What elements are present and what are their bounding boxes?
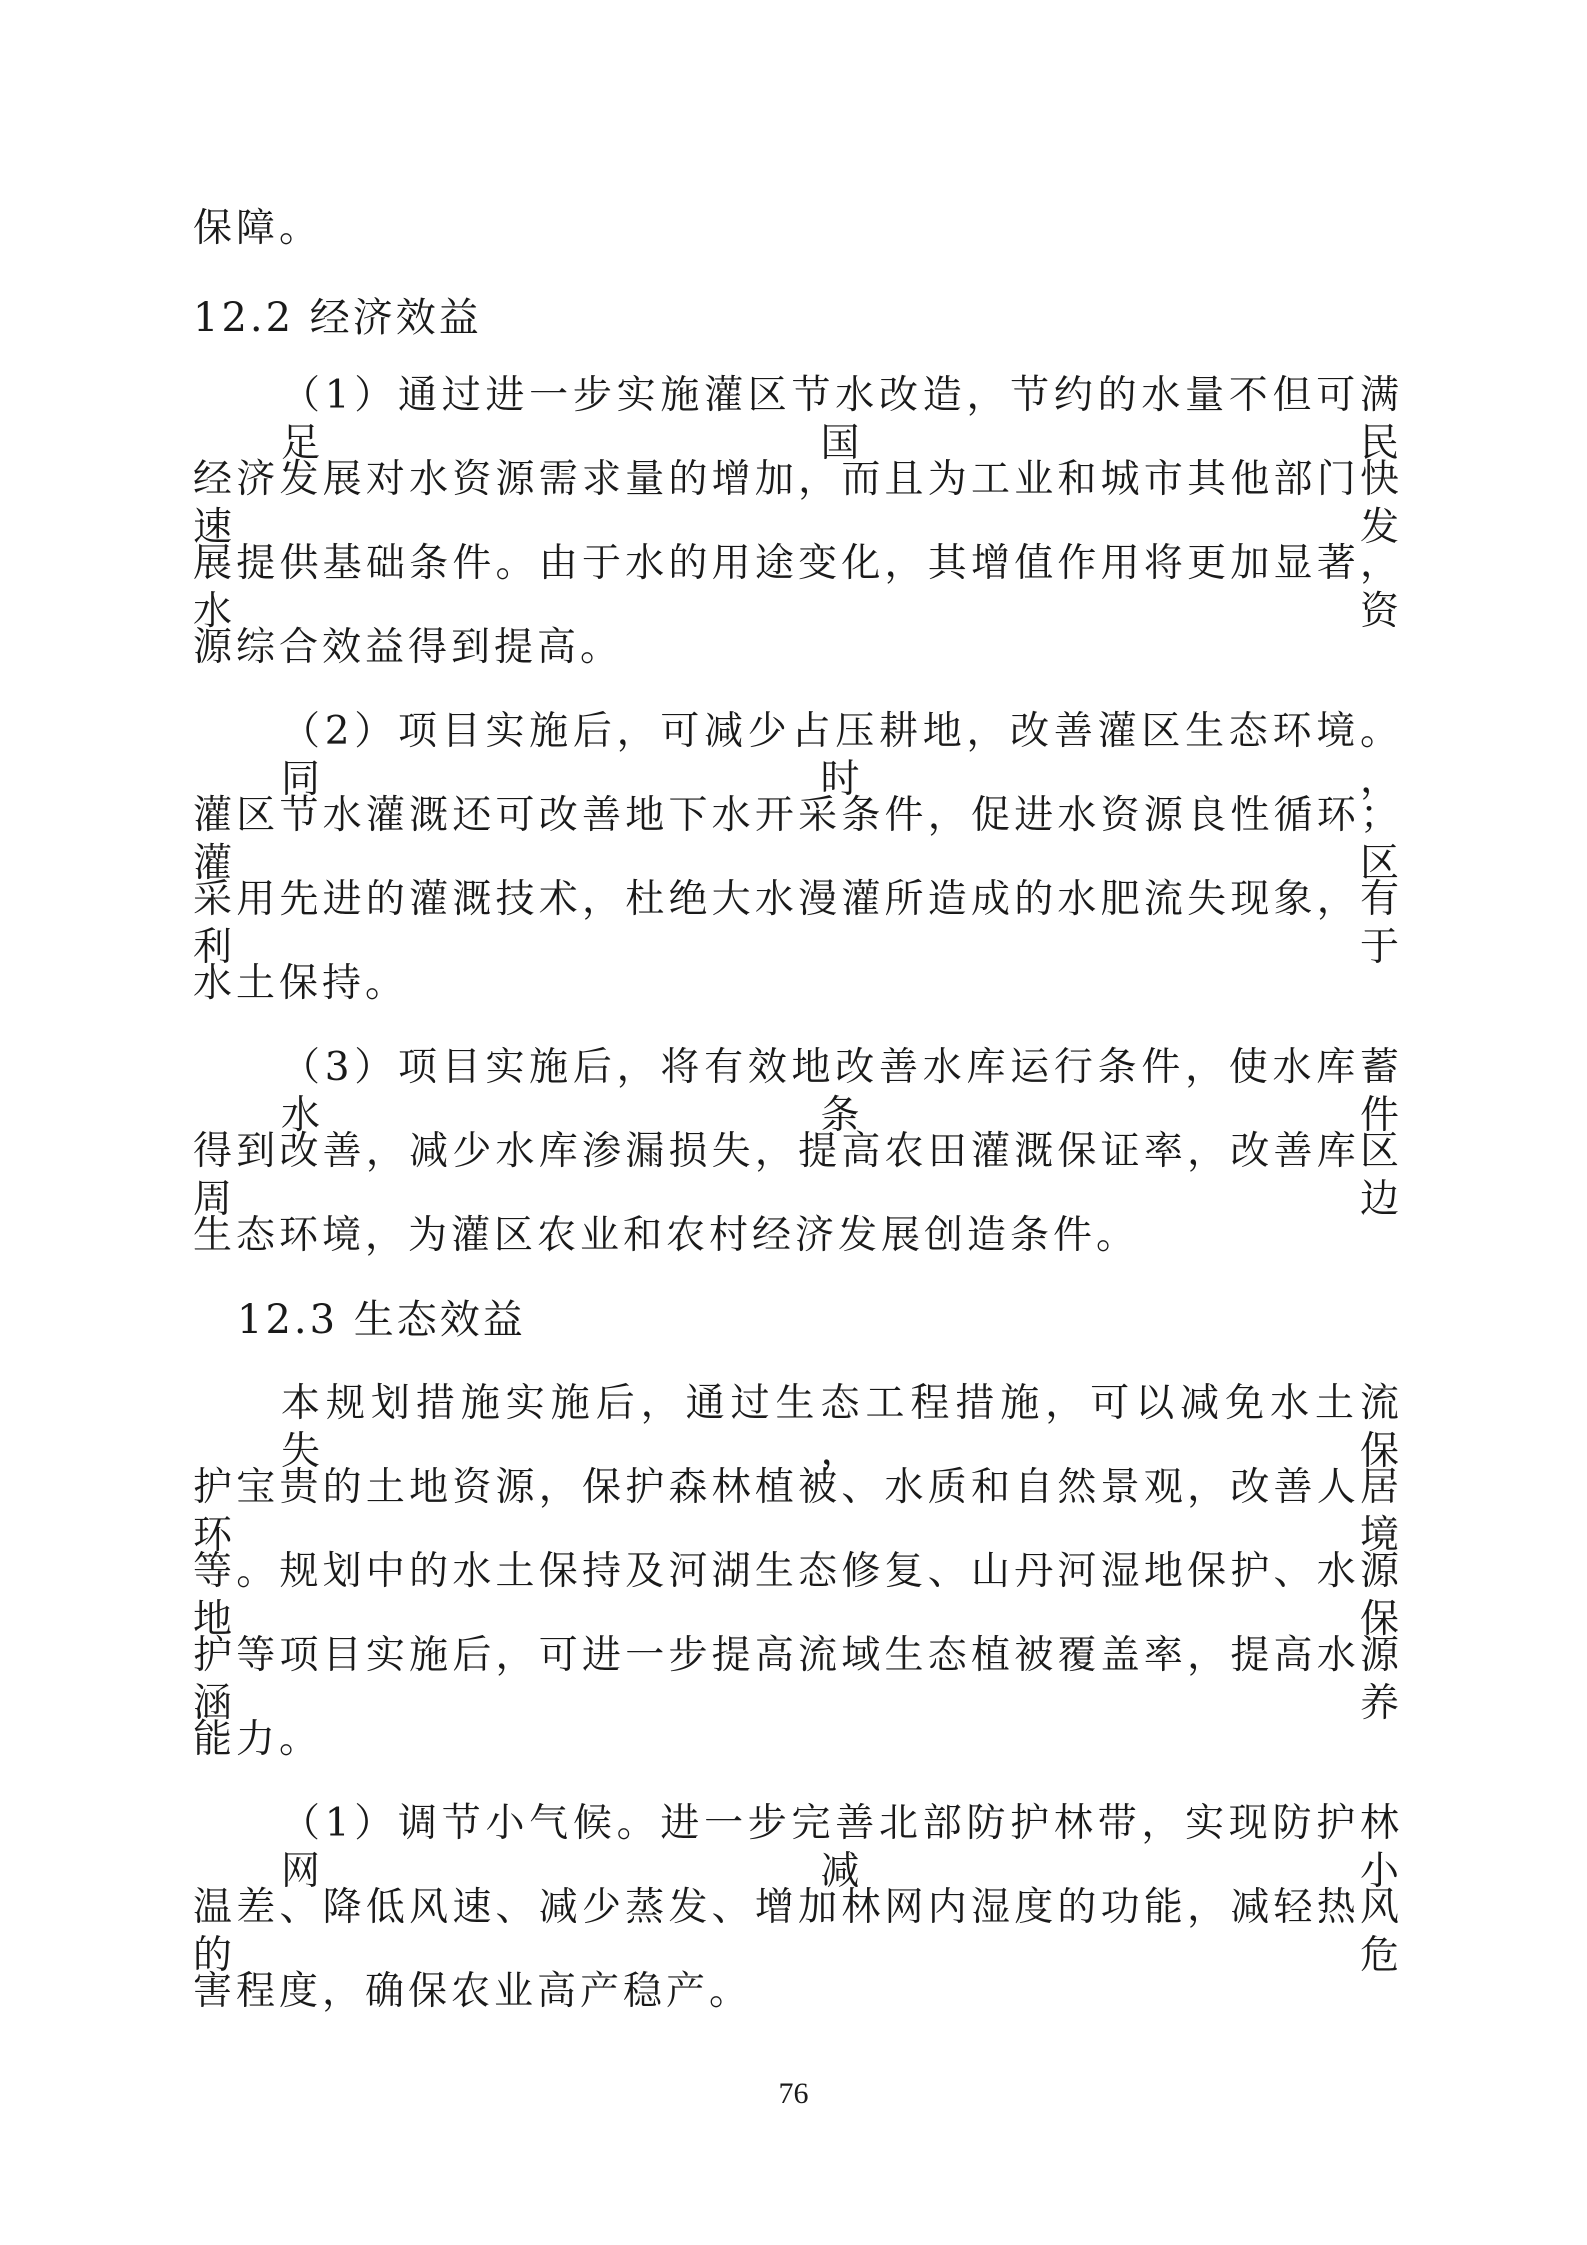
section-heading-12-2: 12.2 经济效益 (193, 295, 482, 341)
paragraph-line: （2）项目实施后，可减少占压耕地，改善灌区生态环境。同时， (281, 709, 1403, 802)
paragraph-line: 源综合效益得到提高。 (193, 625, 624, 670)
paragraph-line: 护等项目实施后，可进一步提高流域生态植被覆盖率，提高水源涵养 (193, 1633, 1403, 1726)
paragraph-line: 灌区节水灌溉还可改善地下水开采条件，促进水资源良性循环；灌区 (193, 793, 1403, 886)
paragraph-line: （1）通过进一步实施灌区节水改造，节约的水量不但可满足国民 (281, 373, 1403, 466)
paragraph-line: 护宝贵的土地资源，保护森林植被、水质和自然景观，改善人居环境 (193, 1465, 1403, 1558)
paragraph-line: 能力。 (193, 1717, 323, 1762)
section-heading-12-3: 12.3 生态效益 (237, 1297, 526, 1343)
paragraph-line: 害程度，确保农业高产稳产。 (193, 1969, 753, 2014)
paragraph-line: 采用先进的灌溉技术，杜绝大水漫灌所造成的水肥流失现象，有利于 (193, 877, 1403, 970)
paragraph-line: 经济发展对水资源需求量的增加，而且为工业和城市其他部门快速发 (193, 457, 1403, 550)
paragraph-line: 展提供基础条件。由于水的用途变化，其增值作用将更加显著，水资 (193, 541, 1403, 634)
continuation-line: 保障。 (193, 206, 323, 251)
page-number: 76 (778, 2077, 809, 2110)
paragraph-line: 水土保持。 (193, 961, 409, 1006)
paragraph-line: 等。规划中的水土保持及河湖生态修复、山丹河湿地保护、水源地保 (193, 1549, 1403, 1642)
paragraph-line: 得到改善，减少水库渗漏损失，提高农田灌溉保证率，改善库区周边 (193, 1129, 1403, 1222)
paragraph-line: 本规划措施实施后，通过生态工程措施，可以减免水土流失，保 (281, 1381, 1403, 1474)
paragraph-line: 生态环境，为灌区农业和农村经济发展创造条件。 (193, 1213, 1140, 1258)
paragraph-line: 温差、降低风速、减少蒸发、增加林网内湿度的功能，减轻热风的危 (193, 1885, 1403, 1978)
paragraph-line: （1）调节小气候。进一步完善北部防护林带，实现防护林网减小 (281, 1801, 1403, 1894)
paragraph-line: （3）项目实施后，将有效地改善水库运行条件，使水库蓄水条件 (281, 1045, 1403, 1138)
